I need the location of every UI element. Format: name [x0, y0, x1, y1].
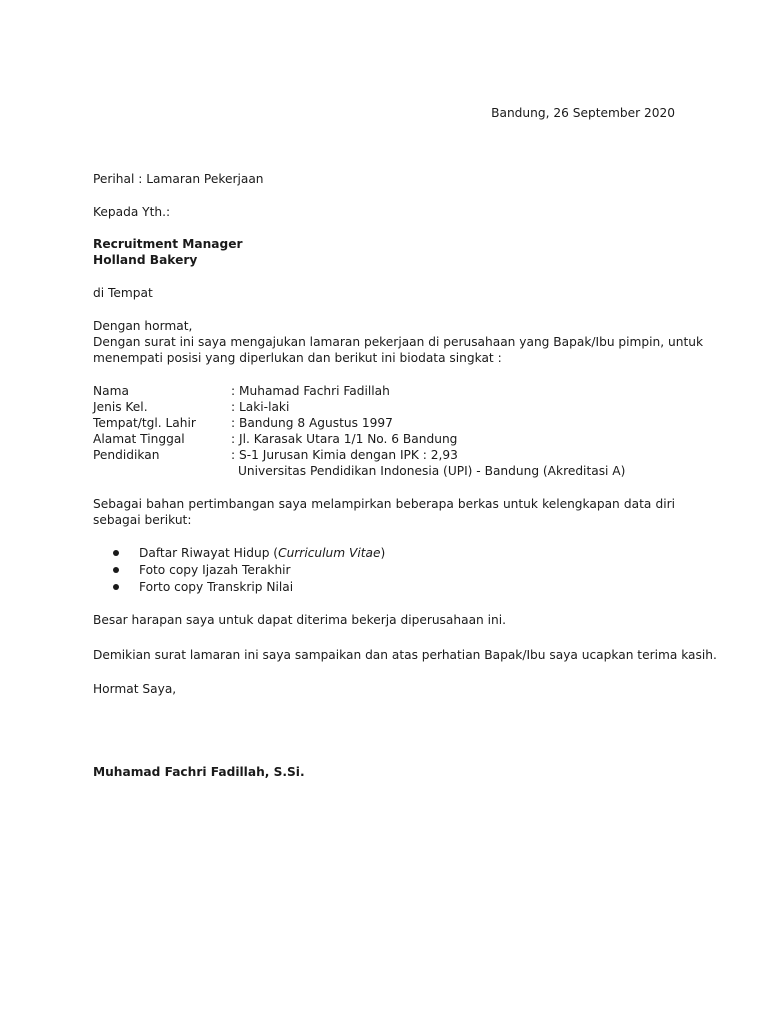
list-item-text: Forto copy Transkrip Nilai [139, 580, 294, 594]
biodata-row [93, 415, 675, 431]
closing-phrase: Hormat Saya, [93, 682, 177, 696]
list-item-text: Foto copy Ijazah Terakhir [139, 563, 291, 577]
bullet-icon [113, 567, 119, 573]
hope-sentence: Besar harapan saya untuk dapat diterima bekerja diperusahaan ini. [93, 613, 506, 627]
signature-name: Muhamad Fachri Fadillah, S.Si. [93, 765, 305, 779]
biodata-value: : Bandung 8 Agustus 1997 [231, 416, 393, 430]
education-university: Universitas Pendidikan Indonesia (UPI) - Bandung (Akreditasi A) [238, 464, 626, 478]
biodata-label: Pendidikan [93, 448, 160, 462]
recipient-company: Holland Bakery [93, 253, 198, 267]
recipient-place: di Tempat [93, 286, 153, 300]
biodata-label: Tempat/tgl. Lahir [93, 416, 196, 430]
recipient-title: Recruitment Manager [93, 237, 243, 251]
closing-sentence: Demikian surat lamaran ini saya sampaikan dan atas perhatian Bapak/Ibu saya ucapkan terima kasih. [93, 648, 717, 662]
salutation: Dengan hormat, [93, 319, 193, 333]
biodata-value: : Laki-laki [231, 400, 290, 414]
attachments-intro-line-1: Sebagai bahan pertimbangan saya melampirkan beberapa berkas untuk kelengkapan data diri [93, 497, 675, 511]
education-continuation-row [93, 463, 675, 479]
biodata-value: : Jl. Karasak Utara 1/1 No. 6 Bandung [231, 432, 458, 446]
subject-line: Perihal : Lamaran Pekerjaan [93, 172, 264, 186]
biodata-value: : Muhamad Fachri Fadillah [231, 384, 390, 398]
attachments-intro-line-2: sebagai berikut: [93, 513, 192, 527]
biodata-value: : S-1 Jurusan Kimia dengan IPK : 2,93 [231, 448, 458, 462]
biodata-row [93, 399, 675, 415]
intro-paragraph-line-2: menempati posisi yang diperlukan dan berikut ini biodata singkat : [93, 351, 502, 365]
biodata-row [93, 431, 675, 447]
biodata-label: Jenis Kel. [93, 400, 148, 414]
letter-date: Bandung, 26 September 2020 [491, 106, 675, 120]
bullet-icon [113, 584, 119, 590]
to-greeting: Kepada Yth.: [93, 205, 171, 219]
biodata-row [93, 447, 675, 463]
biodata-label: Alamat Tinggal [93, 432, 185, 446]
intro-paragraph-line-1: Dengan surat ini saya mengajukan lamaran pekerjaan di perusahaan yang Bapak/Ibu pimpin, untuk [93, 335, 704, 349]
list-item-text: Daftar Riwayat Hidup (Curriculum Vitae) [139, 546, 386, 560]
biodata-row [93, 383, 675, 399]
biodata-label: Nama [93, 384, 129, 398]
bullet-icon [113, 550, 119, 556]
